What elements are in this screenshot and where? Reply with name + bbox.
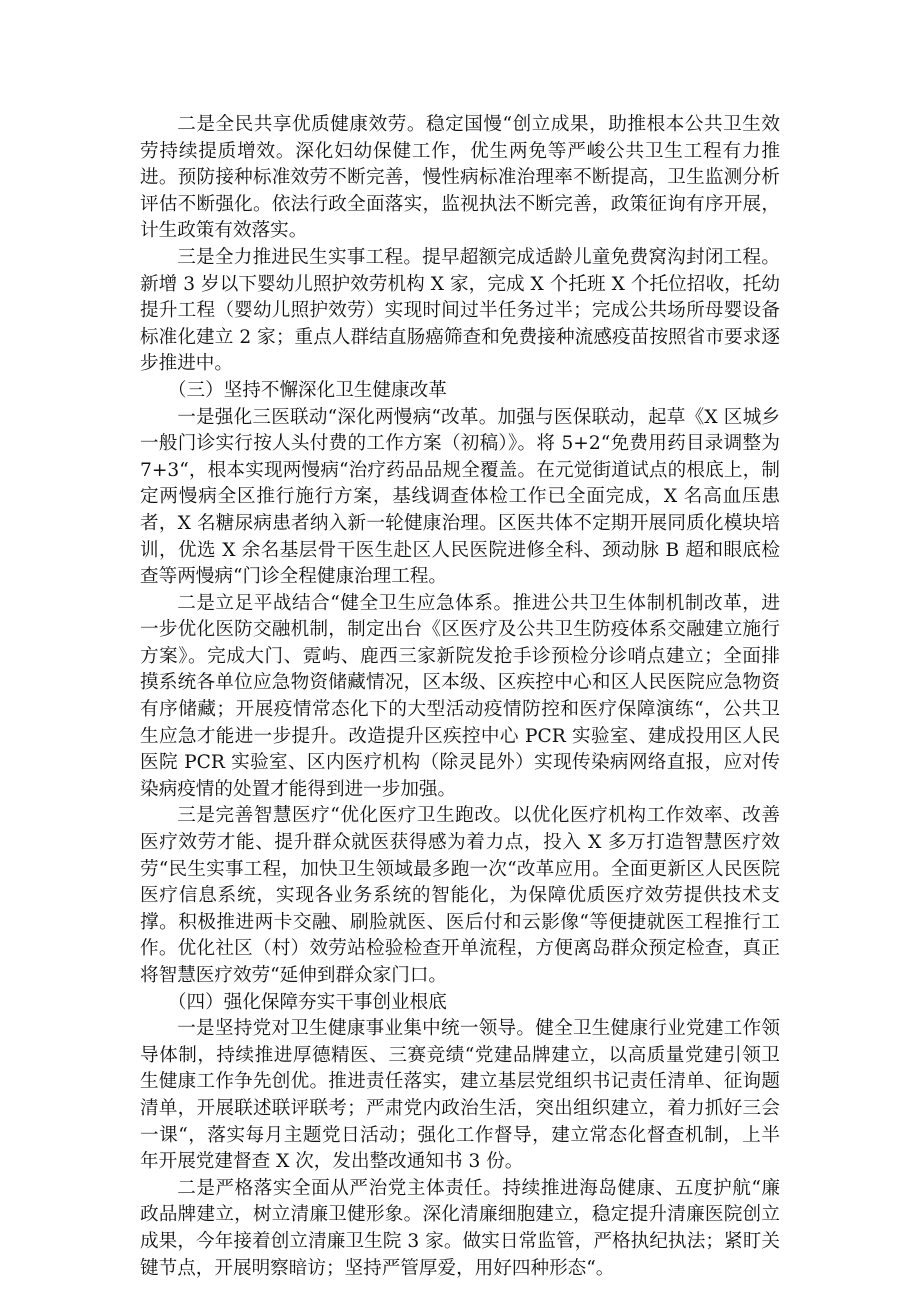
paragraph-emergency-system: 二是立足平战结合“健全卫生应急体系。推进公共卫生体制机制改革，进一步优化医防交融机制，制定出台《区医疗及公共卫生防疫体系交融建立施行方案》。完成大门、霓屿、鹿西三家新院发抢手诊预检分诊哨点建立；全面排摸系统各单位应急物资储藏情况，区本级、区疾控中心和区人民医院应急物资有序储藏；开展疫情常态化下的大型活动疫情防控和医疗保障演练“，公共卫生应急才能进一步提升。改造提升区疾控中心 PCR 实验室、建成投用区人民医院 PCR 实验室、区内医疗机构（除灵昆外）实现传染病网络直报，应对传染病疫情的处置才能得到进一步加强。 <box>140 592 780 800</box>
section-heading-health-reform: （三）坚持不懈深化卫生健康改革 <box>167 379 447 401</box>
document-page <box>140 112 780 1282</box>
paragraph-smart-medical: 三是完善智慧医疗“优化医疗卫生跑改。以优化医疗机构工作效率、改善医疗效劳才能、提升群众就医获得感为着力点，投入 X 多万打造智慧医疗效劳“民生实事工程，加快卫生领域最多跑一次“改革应用。全面更新区人民医院医疗信息系统，实现各业务系统的智能化，为保障优质医疗效劳提供技术支撑。积极推进两卡交融、刷脸就医、医后付和云影像“等便捷就医工程推行工作。优化社区（村）效劳站检验检查开单流程，方便离岛群众预定检查，真正将智慧医疗效劳“延伸到群众家门口。 <box>140 805 780 986</box>
paragraph-party-leadership: 一是坚持党对卫生健康事业集中统一领导。健全卫生健康行业党建工作领导体制，持续推进厚德精医、三赛竞绩“党建品牌建立，以高质量党建引领卫生健康工作争先创优。推进责任落实，建立基层党组织书记责任清单、征询题清单，开展联述联评联考；严肃党内政治生活，突出组织建立，着力抓好三会一课“，落实每月主题党日活动；强化工作督导，建立常态化督查机制，上半年开展党建督查 X 次，发出整改通知书 3 份。 <box>140 1018 780 1173</box>
section-heading-guarantee: （四）强化保障夯实干事创业根底 <box>167 991 447 1013</box>
paragraph-party-discipline: 二是严格落实全面从严治党主体责任。持续推进海岛健康、五度护航“廉政品牌建立，树立清廉卫健形象。深化清廉细胞建立，稳定提升清廉医院创立成果，今年接着创立清廉卫生院 3 家。做实日常监管，严格执纪执法；紧盯关键节点，开展明察暗访；坚持严管厚爱，用好四种形态“。 <box>140 1177 780 1279</box>
paragraph-public-health-services: 二是全民共享优质健康效劳。稳定国慢“创立成果，助推根本公共卫生效劳持续提质增效。深化妇幼保健工作，优生两免等严峻公共卫生工程有力推进。预防接种标准效劳不断完善，慢性病标准治理率不断提高，卫生监测分析评估不断强化。依法行政全面落实，监视执法不断完善，政策征询有序开展，计生政策有效落实。 <box>140 114 780 242</box>
paragraph-three-medical-linkage: 一是强化三医联动“深化两慢病“改革。加强与医保联动，起草《X 区城乡一般门诊实行按人头付费的工作方案（初稿）》。将 5+2“免费用药目录调整为 7+3“，根本实现两慢病“治疗药品品规全覆盖。在元觉街道试点的根底上，制定两慢病全区推行施行方案，基线调查体检工作已全面完成，X 名高血压患者，X 名糖尿病患者纳入新一轮健康治理。区医共体不定期开展同质化模块培训，优选 X 余名基层骨干医生赴区人民医院进修全科、颈动脉 B 超和眼底检查等两慢病“门诊全程健康治理工程。 <box>140 406 780 588</box>
paragraph-livelihood-projects: 三是全力推进民生实事工程。提早超额完成适龄儿童免费窝沟封闭工程。新增 3 岁以下婴幼儿照护效劳机构 X 家，完成 X 个托班 X 个托位招收，托幼提升工程（婴幼儿照护效劳）实现时间过半任务过半；完成公共场所母婴设备标准化建立 2 家；重点人群结直肠癌筛查和免费接种流感疫苗按照省市要求逐步推进中。 <box>140 246 780 375</box>
